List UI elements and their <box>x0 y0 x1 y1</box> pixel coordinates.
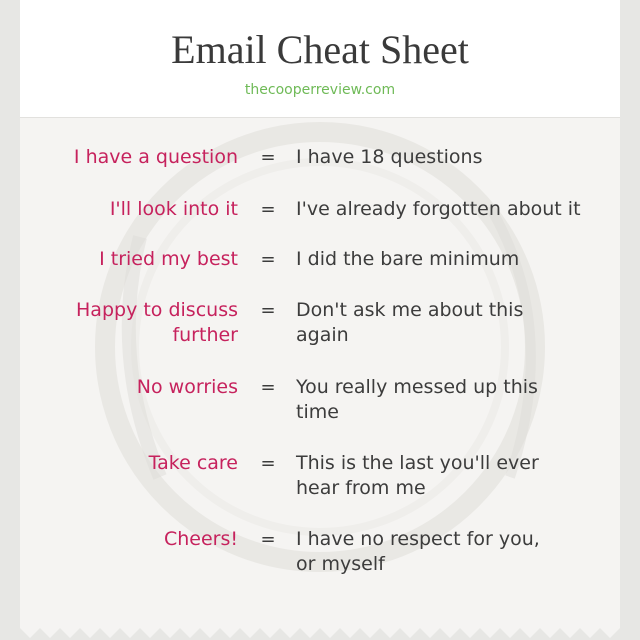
phrase-meaning <box>296 375 586 425</box>
meaning-line: time <box>296 401 339 423</box>
meaning-line: I did the bare minimum <box>296 248 520 270</box>
meaning-line: I have 18 questions <box>296 146 483 168</box>
page-title: Email Cheat Sheet <box>171 27 469 72</box>
zigzag-bottom-edge <box>20 620 620 640</box>
phrase-meaning <box>296 247 586 272</box>
meaning-line: You really messed up this <box>296 376 538 398</box>
cheat-sheet-card <box>20 0 620 640</box>
phrase-meaning <box>296 298 586 348</box>
equals-sign: = <box>260 300 276 321</box>
meaning-line: I have no respect for you, <box>296 528 540 550</box>
meaning-line: Don't ask me about this <box>296 299 524 321</box>
meaning-line: hear from me <box>296 477 426 499</box>
phrase-meaning <box>296 451 586 501</box>
equals-sign: = <box>260 377 276 398</box>
email-phrase: Cheers! <box>163 528 238 550</box>
meaning-line: or myself <box>296 553 385 575</box>
phrase-meaning <box>296 527 586 577</box>
equals-sign: = <box>260 147 276 168</box>
phrase-meaning <box>296 197 586 222</box>
equals-sign: = <box>260 249 276 270</box>
equals-sign: = <box>260 453 276 474</box>
source-link[interactable]: thecooperreview.com <box>244 82 396 98</box>
meaning-line: again <box>296 324 349 346</box>
email-phrase: Happy to discuss further <box>76 299 238 346</box>
email-phrase: Take care <box>148 452 238 474</box>
meaning-line: I've already forgotten about it <box>296 198 581 220</box>
email-phrase: I tried my best <box>99 248 238 270</box>
equals-sign: = <box>260 529 276 550</box>
email-phrase: I have a question <box>73 146 238 168</box>
email-phrase: No worries <box>136 376 238 398</box>
phrase-meaning <box>296 145 586 170</box>
equals-sign: = <box>260 199 276 220</box>
header <box>20 0 620 118</box>
email-phrase: I'll look into it <box>109 198 238 220</box>
meaning-line: This is the last you'll ever <box>296 452 539 474</box>
